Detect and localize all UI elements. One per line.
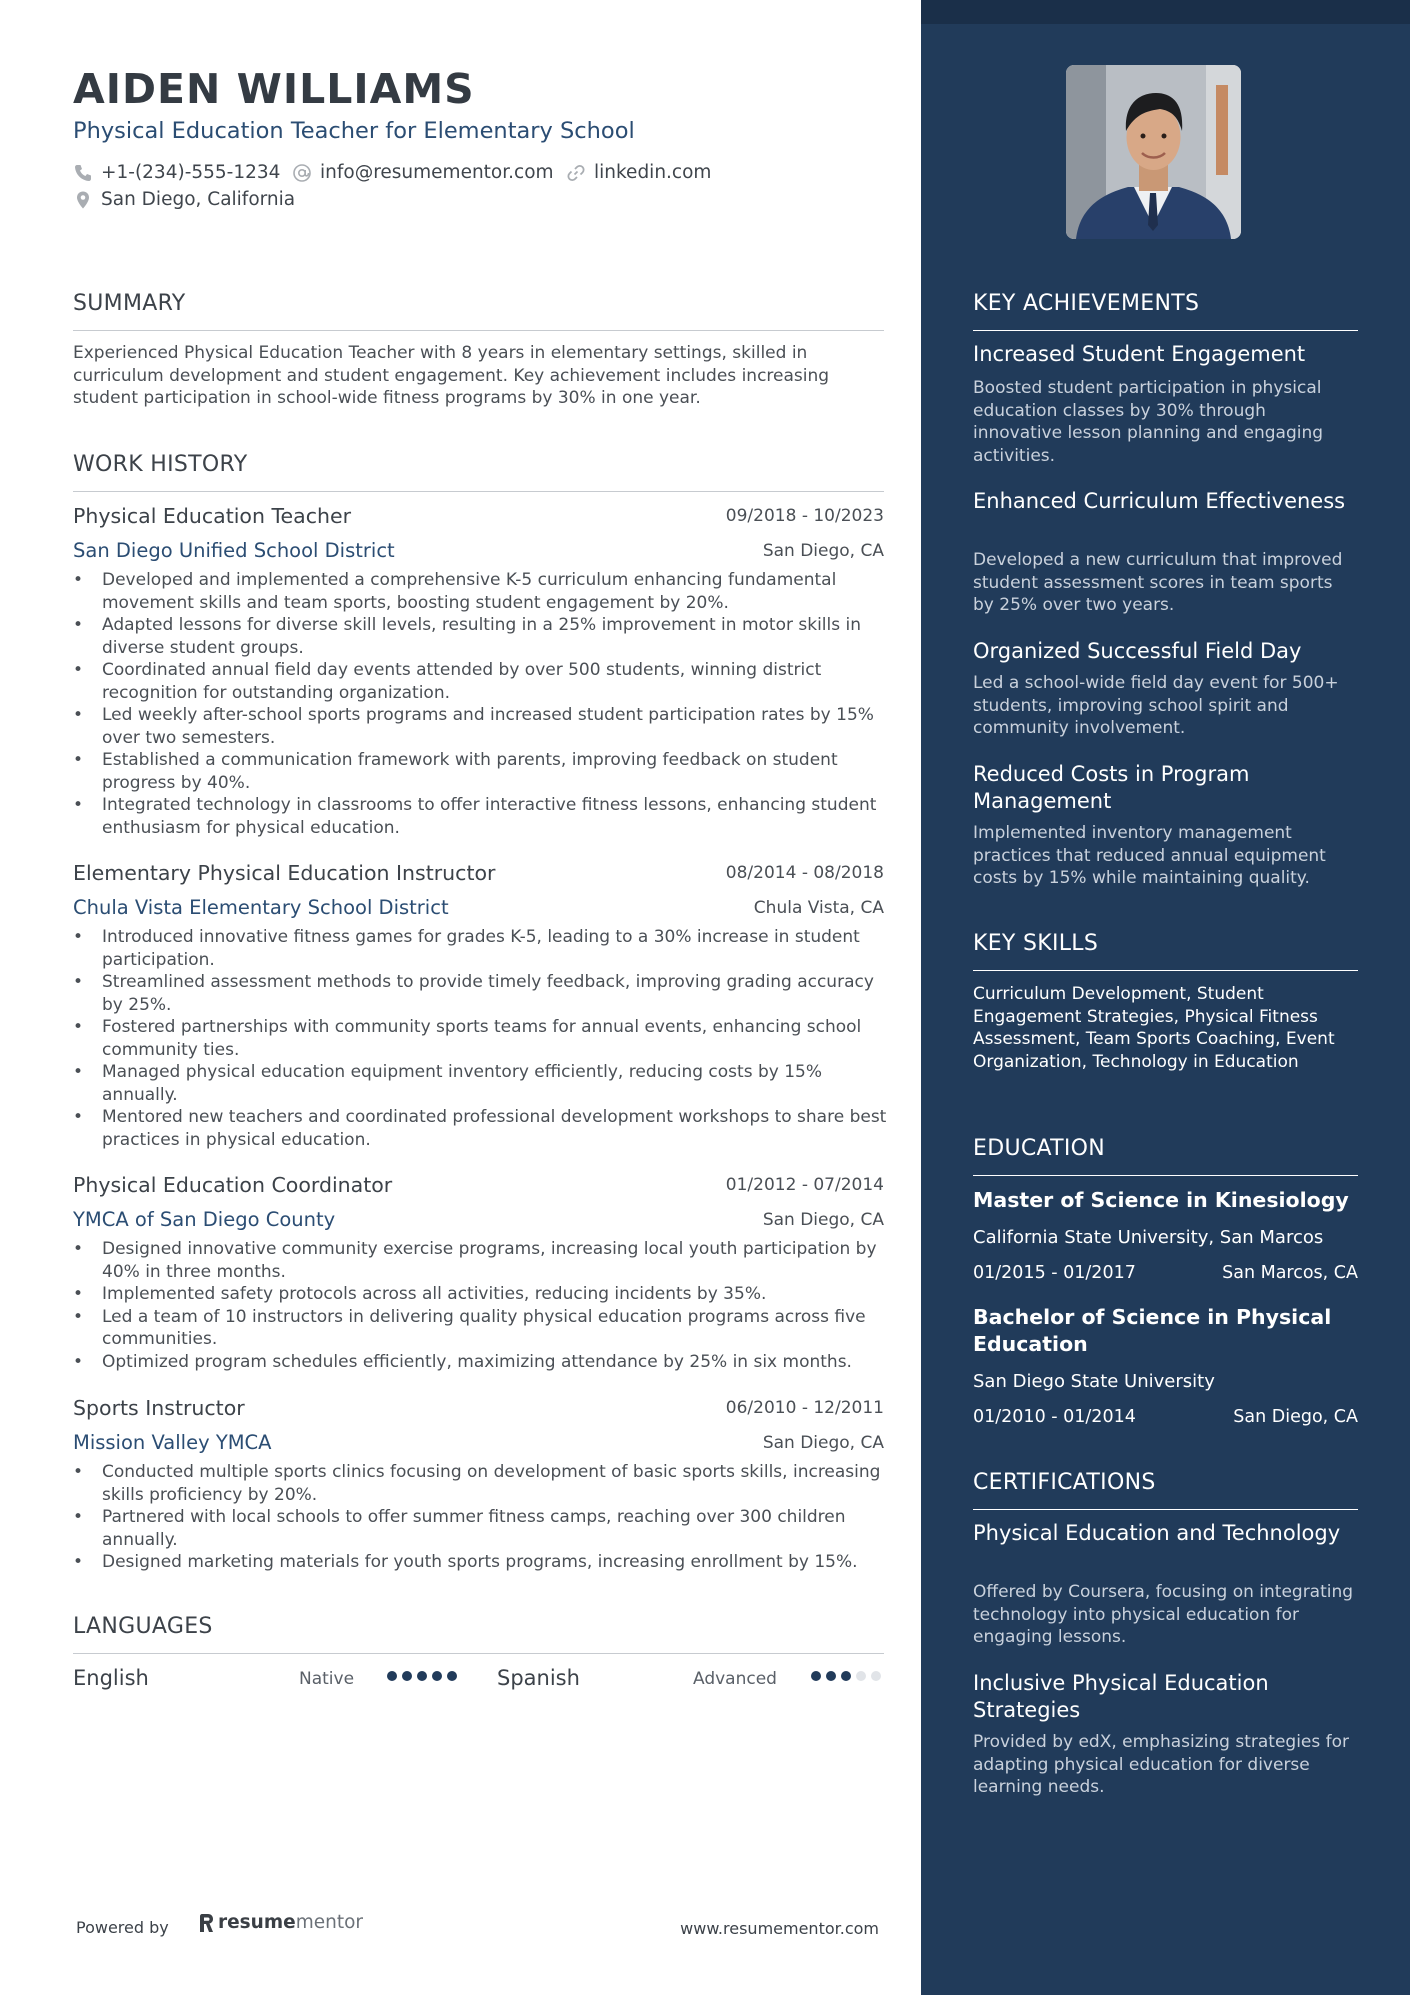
job-organization: Chula Vista Elementary School District <box>73 896 449 919</box>
achievement-text: Led a school-wide field day event for 500+ students, improving school spirit and community involvement. <box>973 673 1339 738</box>
language-name: Spanish <box>497 1666 580 1690</box>
certification-title: Physical Education and Technology <box>973 1521 1341 1545</box>
job-title: Elementary Physical Education Instructor <box>73 861 496 885</box>
link-icon <box>566 163 586 183</box>
education-dates: 01/2015 - 01/2017 <box>973 1263 1136 1283</box>
language-level: Native <box>299 1669 355 1689</box>
job-organization: Mission Valley YMCA <box>73 1431 272 1454</box>
location-text: San Diego, California <box>101 189 296 210</box>
contact-linkedin[interactable] <box>566 161 711 185</box>
rating-dot-filled <box>387 1671 397 1681</box>
footer-url[interactable]: www.resumementor.com <box>680 1919 879 1938</box>
footer-logo[interactable] <box>198 1912 363 1933</box>
contact-email[interactable] <box>292 161 554 185</box>
resumementor-logo-icon <box>198 1913 214 1933</box>
achievement-text: Developed a new curriculum that improved student assessment scores in team sports by 25% over two years. <box>973 550 1343 615</box>
job-title: Physical Education Coordinator <box>73 1173 393 1197</box>
education-location: San Diego, CA <box>1233 1407 1358 1427</box>
job-title: Physical Education Teacher <box>73 504 352 528</box>
job-dates: 06/2010 - 12/2011 <box>725 1398 884 1418</box>
rating-dot-filled <box>402 1671 412 1681</box>
certification-title: Inclusive Physical Education Strategies <box>973 1671 1269 1722</box>
achievement-text: Boosted student participation in physical education classes by 30% through innovative lesson planning and engaging activities. <box>973 378 1324 466</box>
job-location: Chula Vista, CA <box>753 898 884 918</box>
rating-dot-filled <box>447 1671 457 1681</box>
job-dates: 08/2014 - 08/2018 <box>725 863 884 883</box>
education-school: California State University, San Marcos <box>973 1227 1324 1248</box>
skills-text: Curriculum Development, Student Engagement Strategies, Physical Fitness Assessment, Team Sports Coaching, Event Organization, Technology in Education <box>973 984 1335 1072</box>
job-organization: YMCA of San Diego County <box>73 1208 336 1231</box>
job-location: San Diego, CA <box>762 1433 884 1453</box>
bullet-item: • Implemented safety protocols across all activities, reducing incidents by 35%. <box>73 1283 891 1306</box>
phone-text: +1-(234)-555-1234 <box>101 162 281 183</box>
bullet-item: • Fostered partnerships with community sports teams for annual events, enhancing school community ties. <box>73 1016 891 1061</box>
achievement-title: Organized Successful Field Day <box>973 639 1302 663</box>
contact-location <box>73 188 295 212</box>
job-dates: 01/2012 - 07/2014 <box>725 1175 884 1195</box>
education-school: San Diego State University <box>973 1371 1215 1392</box>
bullet-item: • Adapted lessons for diverse skill levels, resulting in a 25% improvement in motor skills in diverse student groups. <box>73 614 891 659</box>
portrait-image <box>1066 65 1241 239</box>
location-pin-icon <box>73 190 93 210</box>
profile-photo <box>1066 65 1241 239</box>
linkedin-text[interactable]: linkedin.com <box>594 162 712 183</box>
logo-text-light: mentor <box>295 1912 363 1933</box>
footer-powered-by: Powered by <box>76 1918 169 1937</box>
language-rating <box>811 1671 881 1681</box>
bullet-item: • Partnered with local schools to offer summer fitness camps, reaching over 300 children annually. <box>73 1506 891 1551</box>
bullet-item: • Developed and implemented a comprehensive K-5 curriculum enhancing fundamental movement skills and team sports, boosting student engagement by 20%. <box>73 569 891 614</box>
summary-text: Experienced Physical Education Teacher with 8 years in elementary settings, skilled in curriculum development and student engagement. Key achievement includes increasing student participation in school-wide fitness programs by 30% in one year. <box>73 343 830 408</box>
contact-phone <box>73 161 280 185</box>
candidate-name: AIDEN WILLIAMS <box>73 65 475 113</box>
rating-dot-filled <box>841 1671 851 1681</box>
achievement-title: Reduced Costs in Program Management <box>973 762 1250 813</box>
job-bullets <box>73 1238 891 1373</box>
bullet-item: • Designed innovative community exercise programs, increasing local youth participation by 40% in three months. <box>73 1238 891 1283</box>
skills-heading: KEY SKILLS <box>973 930 1358 971</box>
education-degree: Bachelor of Science in Physical Education <box>973 1305 1332 1356</box>
language-name: English <box>73 1666 149 1690</box>
rating-dot-empty <box>856 1671 866 1681</box>
achievement-text: Implemented inventory management practices that reduced annual equipment costs by 15% while maintaining quality. <box>973 823 1326 888</box>
rating-dot-filled <box>432 1671 442 1681</box>
bullet-item: • Designed marketing materials for youth sports programs, increasing enrollment by 15%. <box>73 1551 891 1574</box>
email-text[interactable]: info@resumementor.com <box>320 162 554 183</box>
rating-dot-filled <box>826 1671 836 1681</box>
bullet-item: • Integrated technology in classrooms to offer interactive fitness lessons, enhancing student enthusiasm for physical education. <box>73 794 891 839</box>
language-level: Advanced <box>693 1669 777 1689</box>
work-history-heading: WORK HISTORY <box>73 451 884 492</box>
bullet-item: • Mentored new teachers and coordinated professional development workshops to share best practices in physical education. <box>73 1106 891 1151</box>
job-title: Sports Instructor <box>73 1396 245 1420</box>
sidebar-top-bar <box>921 0 1410 24</box>
bullet-item: • Established a communication framework with parents, improving feedback on student progress by 40%. <box>73 749 891 794</box>
job-dates: 09/2018 - 10/2023 <box>725 506 884 526</box>
job-location: San Diego, CA <box>762 1210 884 1230</box>
language-rating <box>387 1671 457 1681</box>
phone-icon <box>73 163 93 183</box>
education-degree: Master of Science in Kinesiology <box>973 1188 1349 1212</box>
job-bullets <box>73 569 891 839</box>
logo-text-bold: resume <box>218 1912 296 1933</box>
rating-dot-filled <box>811 1671 821 1681</box>
certification-text: Provided by edX, emphasizing strategies for adapting physical education for diverse learning needs. <box>973 1732 1350 1797</box>
job-location: San Diego, CA <box>762 541 884 561</box>
achievement-title: Increased Student Engagement <box>973 342 1306 366</box>
sidebar-column <box>921 0 1410 1995</box>
job-organization: San Diego Unified School District <box>73 539 395 562</box>
rating-dot-filled <box>417 1671 427 1681</box>
bullet-item: • Led a team of 10 instructors in delivering quality physical education programs across five communities. <box>73 1306 891 1351</box>
achievement-title: Enhanced Curriculum Effectiveness <box>973 489 1346 513</box>
at-icon <box>292 163 312 183</box>
education-dates: 01/2010 - 01/2014 <box>973 1407 1136 1427</box>
bullet-item: • Coordinated annual field day events attended by over 500 students, winning district recognition for outstanding organization. <box>73 659 891 704</box>
education-heading: EDUCATION <box>973 1135 1358 1176</box>
bullet-item: • Led weekly after-school sports programs and increased student participation rates by 15% over two semesters. <box>73 704 891 749</box>
rating-dot-empty <box>871 1671 881 1681</box>
candidate-title: Physical Education Teacher for Elementary School <box>73 118 635 144</box>
bullet-item: • Managed physical education equipment inventory efficiently, reducing costs by 15% annually. <box>73 1061 891 1106</box>
languages-heading: LANGUAGES <box>73 1613 884 1654</box>
certifications-heading: CERTIFICATIONS <box>973 1469 1358 1510</box>
job-bullets <box>73 1461 891 1574</box>
education-location: San Marcos, CA <box>1222 1263 1358 1283</box>
bullet-item: • Introduced innovative fitness games for grades K-5, leading to a 30% increase in student participation. <box>73 926 891 971</box>
job-bullets <box>73 926 891 1151</box>
bullet-item: • Streamlined assessment methods to provide timely feedback, improving grading accuracy by 25%. <box>73 971 891 1016</box>
bullet-item: • Conducted multiple sports clinics focusing on development of basic sports skills, increasing skills proficiency by 20%. <box>73 1461 891 1506</box>
certification-text: Offered by Coursera, focusing on integrating technology into physical education for engaging lessons. <box>973 1582 1354 1647</box>
achievements-heading: KEY ACHIEVEMENTS <box>973 290 1358 331</box>
bullet-item: • Optimized program schedules efficiently, maximizing attendance by 25% in six months. <box>73 1351 891 1374</box>
summary-heading: SUMMARY <box>73 290 884 331</box>
